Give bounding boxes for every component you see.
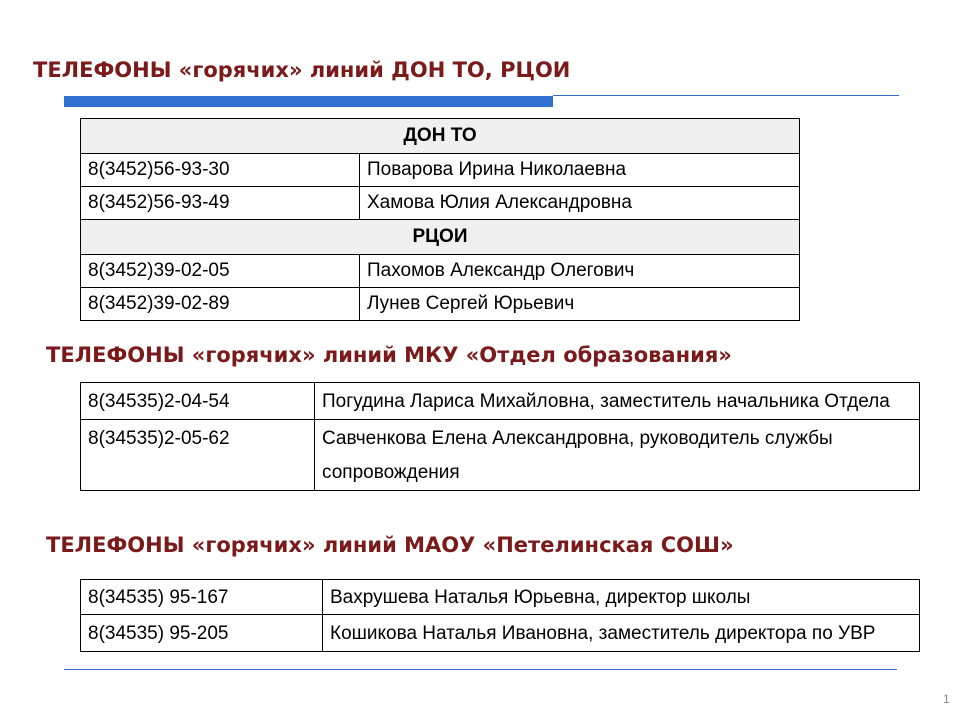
- person-cell: Пахомов Александр Олегович: [360, 255, 800, 288]
- page-number: 1: [943, 692, 950, 706]
- person-cell: Погудина Лариса Михайловна, заместитель начальника Отдела: [315, 383, 920, 420]
- phone-cell: 8(3452)39-02-89: [81, 288, 360, 321]
- table-row: [81, 383, 920, 420]
- phone-cell: 8(34535) 95-167: [81, 580, 323, 615]
- don-rcoi-table: [80, 118, 800, 321]
- person-cell: Кошикова Наталья Ивановна, заместитель директора по УВР: [323, 615, 920, 652]
- phone-cell: 8(34535)2-05-62: [81, 420, 315, 491]
- section-row: [81, 220, 800, 255]
- maou-table: [80, 579, 920, 652]
- table-row: [81, 255, 800, 288]
- heading-don-rcoi: ТЕЛЕФОНЫ «горячих» линий ДОН ТО, РЦОИ: [33, 58, 571, 82]
- phone-cell: 8(3452)56-93-49: [81, 187, 360, 220]
- accent-bar: [64, 96, 553, 107]
- person-cell: Хамова Юлия Александровна: [360, 187, 800, 220]
- phone-cell: 8(34535) 95-205: [81, 615, 323, 652]
- section-don: ДОН ТО: [81, 119, 800, 154]
- footer-rule: [64, 669, 897, 670]
- accent-rule: [553, 95, 899, 96]
- section-row: [81, 119, 800, 154]
- person-cell: Лунев Сергей Юрьевич: [360, 288, 800, 321]
- table-row: [81, 580, 920, 615]
- table-row: [81, 187, 800, 220]
- heading-maou: ТЕЛЕФОНЫ «горячих» линий МАОУ «Петелинская СОШ»: [46, 533, 734, 557]
- table-row: [81, 615, 920, 652]
- mku-table: [80, 382, 920, 491]
- section-rcoi: РЦОИ: [81, 220, 800, 255]
- phone-cell: 8(3452)39-02-05: [81, 255, 360, 288]
- phone-cell: 8(34535)2-04-54: [81, 383, 315, 420]
- person-cell: Савченкова Елена Александровна, руководитель службы сопровождения: [315, 420, 920, 491]
- table-row: [81, 420, 920, 491]
- table-row: [81, 288, 800, 321]
- person-cell: Поварова Ирина Николаевна: [360, 154, 800, 187]
- phone-cell: 8(3452)56-93-30: [81, 154, 360, 187]
- table-row: [81, 154, 800, 187]
- person-cell: Вахрушева Наталья Юрьевна, директор школы: [323, 580, 920, 615]
- heading-mku: ТЕЛЕФОНЫ «горячих» линий МКУ «Отдел образования»: [46, 343, 732, 367]
